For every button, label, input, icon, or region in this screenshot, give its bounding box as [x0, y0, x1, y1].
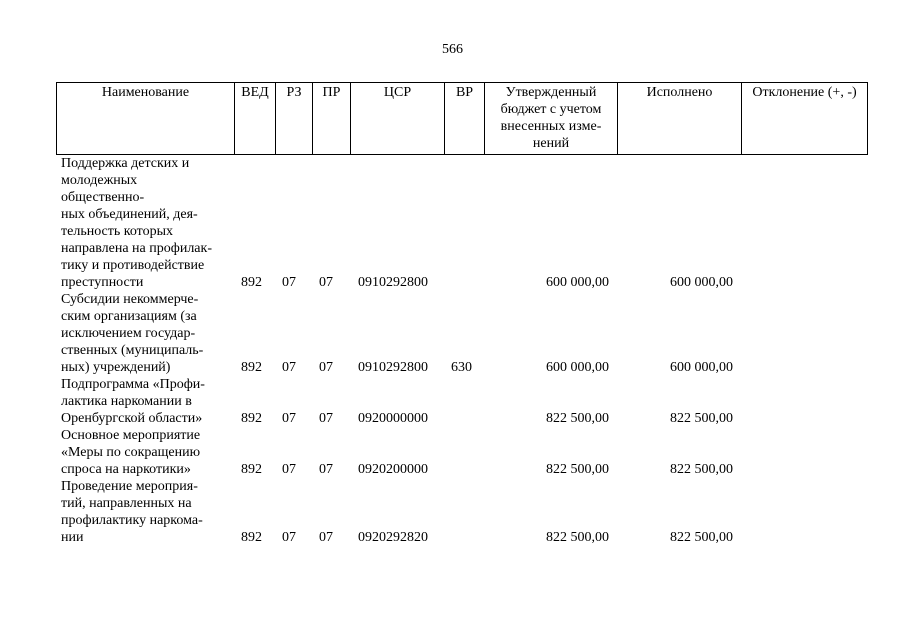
- row-name: Поддержка детских и молодежных общественно- ных объединений, дея- тельность которых направлена на профилак- тику и противодействие преступности: [61, 156, 212, 290]
- table-row: [56, 376, 867, 427]
- row-vr: 630: [451, 360, 472, 375]
- row-ved: 892: [241, 275, 262, 290]
- row-rz: 07: [282, 530, 296, 545]
- row-approved-budget: 822 500,00: [546, 411, 609, 426]
- row-approved-budget: 822 500,00: [546, 462, 609, 477]
- column-header-deviation: Отклонение (+, -): [742, 83, 868, 155]
- page-number: 566: [442, 42, 463, 57]
- row-executed: 600 000,00: [670, 275, 733, 290]
- row-name: Субсидии некоммерче- ским организациям (за исключением государ- ственных (муниципаль- ных) учреждений): [61, 292, 204, 375]
- column-header-ved: ВЕД: [235, 83, 276, 155]
- row-approved-budget: 600 000,00: [546, 275, 609, 290]
- row-csr: 0910292800: [358, 275, 428, 290]
- row-ved: 892: [241, 411, 262, 426]
- row-executed: 600 000,00: [670, 360, 733, 375]
- column-header-approved-budget: Утвержденный бюджет с учетом внесенных изме-нений: [485, 83, 618, 155]
- row-name: Подпрограмма «Профи- лактика наркомании в Оренбургской области»: [61, 377, 205, 426]
- row-rz: 07: [282, 411, 296, 426]
- row-csr: 0920200000: [358, 462, 428, 477]
- row-rz: 07: [282, 275, 296, 290]
- row-approved-budget: 822 500,00: [546, 530, 609, 545]
- row-ved: 892: [241, 360, 262, 375]
- column-header-pr: ПР: [313, 83, 351, 155]
- row-ved: 892: [241, 530, 262, 545]
- row-pr: 07: [319, 462, 333, 477]
- row-csr: 0910292800: [358, 360, 428, 375]
- row-name: Основное мероприятие «Меры по сокращению спроса на наркотики»: [61, 428, 201, 477]
- column-header-rz: РЗ: [276, 83, 313, 155]
- table-row: [56, 478, 867, 546]
- row-rz: 07: [282, 462, 296, 477]
- column-header-csr: ЦСР: [351, 83, 445, 155]
- table-body: [56, 155, 867, 546]
- table-header: [56, 82, 868, 155]
- row-approved-budget: 600 000,00: [546, 360, 609, 375]
- row-rz: 07: [282, 360, 296, 375]
- table-row: [56, 291, 867, 376]
- row-name: Проведение мероприя- тий, направленных на профилактику наркома- нии: [61, 479, 203, 545]
- row-pr: 07: [319, 360, 333, 375]
- row-csr: 0920000000: [358, 411, 428, 426]
- row-ved: 892: [241, 462, 262, 477]
- row-executed: 822 500,00: [670, 462, 733, 477]
- column-header-executed: Исполнено: [618, 83, 742, 155]
- table-row: [56, 427, 867, 478]
- row-executed: 822 500,00: [670, 530, 733, 545]
- row-pr: 07: [319, 530, 333, 545]
- row-pr: 07: [319, 411, 333, 426]
- row-csr: 0920292820: [358, 530, 428, 545]
- report-sheet: [56, 82, 867, 546]
- row-executed: 822 500,00: [670, 411, 733, 426]
- column-header-name: Наименование: [57, 83, 235, 155]
- column-header-vr: ВР: [445, 83, 485, 155]
- table-row: [56, 155, 867, 291]
- row-pr: 07: [319, 275, 333, 290]
